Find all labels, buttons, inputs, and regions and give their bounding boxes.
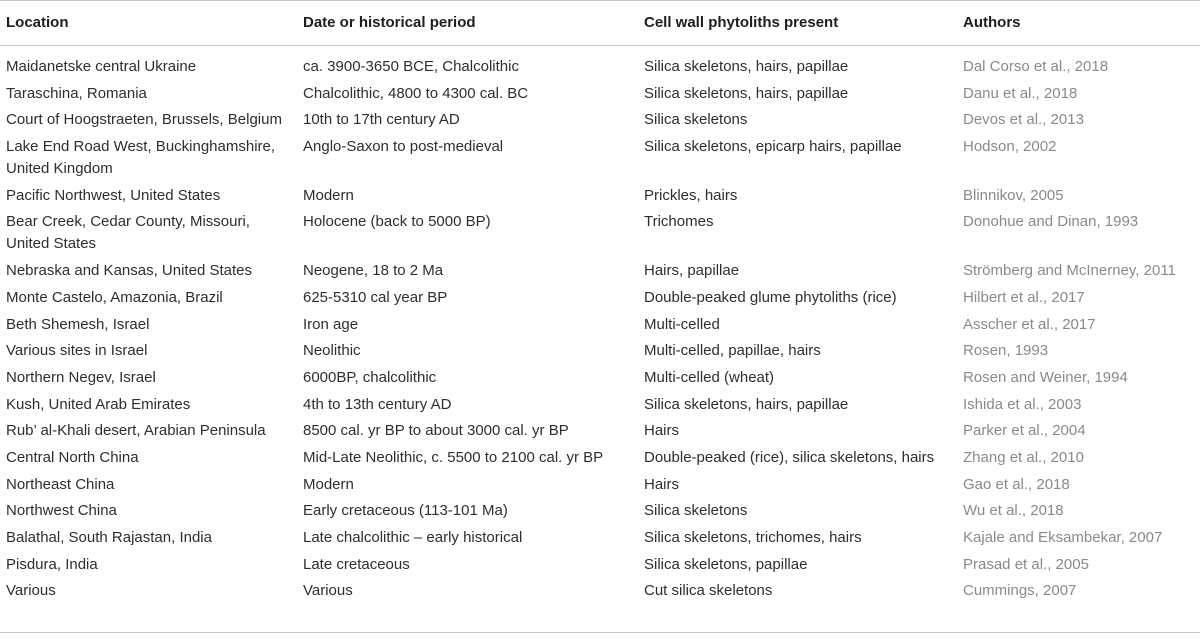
cell-phytoliths: Silica skeletons: [644, 111, 748, 129]
cell-date: 4th to 13th century AD: [303, 395, 452, 413]
cell-location: Monte Castelo, Amazonia, Brazil: [6, 288, 223, 306]
header-phytoliths: Cell wall phytoliths present: [638, 1, 957, 46]
table-row: [0, 340, 1200, 367]
cell-date: Modern: [303, 186, 354, 204]
cell-authors: Hodson, 2002: [963, 138, 1057, 156]
table-row: [0, 46, 1200, 83]
cell-authors: Hilbert et al., 2017: [963, 288, 1085, 306]
cell-date: ca. 3900-3650 BCE, Chalcolithic: [303, 58, 519, 75]
cell-authors: Ishida et al., 2003: [963, 395, 1082, 413]
cell-location: Maidanetske central Ukraine: [6, 58, 197, 75]
table-row: [0, 420, 1200, 447]
cell-phytoliths: Silica skeletons, papillae: [644, 555, 808, 573]
cell-location: Taraschina, Romania: [6, 84, 147, 102]
cell-phytoliths: Hairs: [644, 422, 680, 440]
cell-authors: Asscher et al., 2017: [963, 315, 1096, 333]
cell-date: Iron age: [303, 315, 359, 333]
header-location: Location: [0, 1, 297, 46]
table-row: [0, 447, 1200, 474]
cell-authors: Zhang et al., 2010: [963, 448, 1084, 466]
cell-location: Beth Shemesh, Israel: [6, 315, 150, 333]
cell-phytoliths: Silica skeletons, hairs, papillae: [644, 84, 849, 102]
cell-phytoliths: Multi-celled: [644, 315, 720, 333]
cell-authors: Kajale and Eksambekar, 2007: [963, 529, 1163, 546]
cell-phytoliths: Cut silica skeletons: [644, 582, 773, 600]
cell-location: Various sites in Israel: [6, 342, 148, 360]
cell-phytoliths: Silica skeletons, trichomes, hairs: [644, 529, 862, 546]
cell-phytoliths: Hairs, papillae: [644, 262, 740, 280]
table-row: [0, 287, 1200, 314]
cell-authors: Wu et al., 2018: [963, 502, 1064, 520]
cell-phytoliths: Silica skeletons: [644, 502, 748, 520]
cell-date: Neogene, 18 to 2 Ma: [303, 262, 444, 280]
table-row: [0, 109, 1200, 136]
cell-date: Anglo-Saxon to post-medieval: [303, 138, 504, 156]
table-body: [0, 46, 1200, 608]
table-row: [0, 185, 1200, 212]
cell-location: Rub’ al-Khali desert, Arabian Peninsula: [6, 422, 266, 440]
table-row: [0, 527, 1200, 554]
cell-location: Kush, United Arab Emirates: [6, 395, 191, 413]
table-row: [0, 211, 1200, 260]
cell-location: Central North China: [6, 448, 139, 466]
cell-location: Various: [6, 582, 56, 600]
cell-date: Chalcolithic, 4800 to 4300 cal. BC: [303, 84, 529, 102]
cell-date: Late chalcolithic – early historical: [303, 529, 523, 546]
cell-authors: Prasad et al., 2005: [963, 555, 1089, 573]
cell-phytoliths: Silica skeletons, hairs, papillae: [644, 58, 849, 75]
cell-phytoliths: Double-peaked glume phytoliths (rice): [644, 288, 897, 306]
table-row: [0, 367, 1200, 394]
table-row: [0, 580, 1200, 607]
cell-authors: Donohue and Dinan, 1993: [963, 213, 1139, 231]
cell-authors: Dal Corso et al., 2018: [963, 58, 1109, 75]
cell-authors: Devos et al., 2013: [963, 111, 1084, 129]
cell-date: Various: [303, 582, 353, 600]
cell-location: Pisdura, India: [6, 555, 98, 573]
cell-date: Modern: [303, 475, 354, 493]
cell-date: Mid-Late Neolithic, c. 5500 to 2100 cal. yr BP: [303, 448, 604, 466]
cell-authors: Danu et al., 2018: [963, 84, 1078, 102]
cell-location: Bear Creek, Cedar County, Missouri, United States: [6, 213, 250, 253]
cell-authors: Parker et al., 2004: [963, 422, 1086, 440]
cell-phytoliths: Silica skeletons, hairs, papillae: [644, 395, 849, 413]
cell-authors: Strömberg and McInerney, 2011: [963, 262, 1176, 280]
cell-authors: Gao et al., 2018: [963, 475, 1070, 493]
table-row: [0, 474, 1200, 501]
table-row: [0, 394, 1200, 421]
cell-date: 10th to 17th century AD: [303, 111, 460, 129]
cell-date: Late cretaceous: [303, 555, 410, 573]
cell-authors: Cummings, 2007: [963, 582, 1077, 600]
cell-date: 625-5310 cal year BP: [303, 288, 448, 306]
table-header: [0, 1, 1200, 46]
table-row: [0, 554, 1200, 581]
table-row: [0, 500, 1200, 527]
cell-date: 8500 cal. yr BP to about 3000 cal. yr BP: [303, 422, 569, 440]
header-row: [0, 1, 1200, 46]
cell-date: Holocene (back to 5000 BP): [303, 213, 491, 231]
header-authors: Authors: [957, 1, 1200, 46]
table-row: [0, 260, 1200, 287]
table-bottom-rule: [0, 632, 1200, 633]
cell-date: Early cretaceous (113-101 Ma): [303, 502, 508, 520]
cell-phytoliths: Trichomes: [644, 213, 714, 231]
cell-phytoliths: Multi-celled (wheat): [644, 368, 775, 386]
cell-location: Lake End Road West, Buckinghamshire, United Kingdom: [6, 138, 276, 178]
cell-phytoliths: Hairs: [644, 475, 680, 493]
cell-phytoliths: Prickles, hairs: [644, 186, 738, 204]
cell-authors: Rosen and Weiner, 1994: [963, 368, 1128, 386]
header-date: Date or historical period: [297, 1, 638, 46]
table-row: [0, 314, 1200, 341]
table-row: [0, 136, 1200, 185]
cell-phytoliths: Silica skeletons, epicarp hairs, papillae: [644, 138, 902, 156]
cell-authors: Rosen, 1993: [963, 342, 1049, 360]
cell-date: 6000BP, chalcolithic: [303, 368, 437, 386]
cell-date: Neolithic: [303, 342, 361, 360]
table-row: [0, 83, 1200, 110]
cell-location: Court of Hoogstraeten, Brussels, Belgium: [6, 111, 282, 129]
cell-location: Northeast China: [6, 475, 115, 493]
cell-location: Northern Negev, Israel: [6, 368, 156, 386]
cell-location: Northwest China: [6, 502, 117, 520]
cell-location: Pacific Northwest, United States: [6, 186, 221, 204]
cell-location: Balathal, South Rajastan, India: [6, 529, 212, 546]
cell-phytoliths: Multi-celled, papillae, hairs: [644, 342, 821, 360]
cell-authors: Blinnikov, 2005: [963, 186, 1064, 204]
cell-location: Nebraska and Kansas, United States: [6, 262, 252, 280]
cell-phytoliths: Double-peaked (rice), silica skeletons, hairs: [644, 448, 935, 466]
